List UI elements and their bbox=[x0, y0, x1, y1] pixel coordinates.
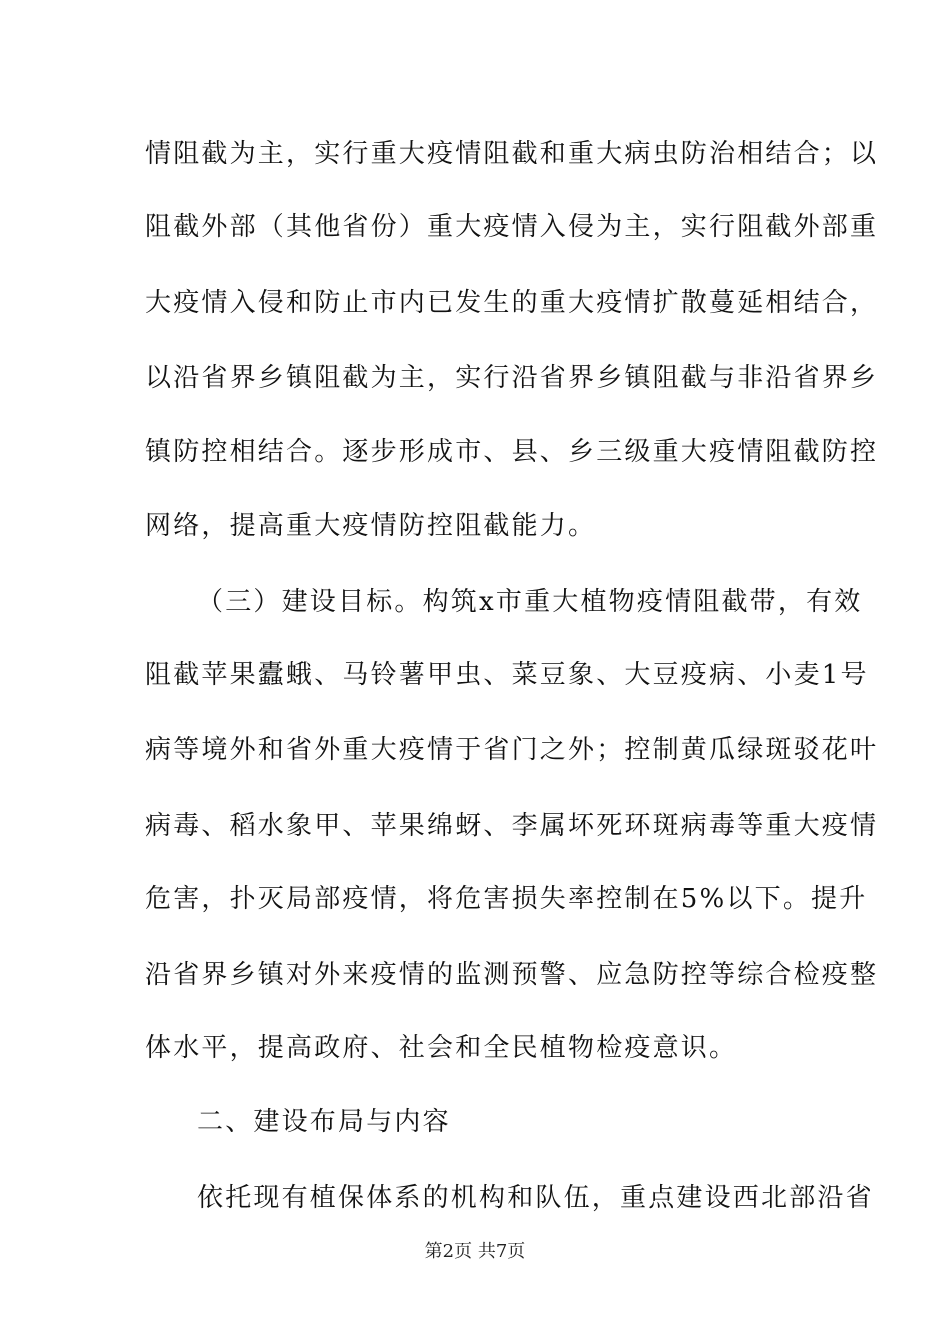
body-text-line: 情阻截为主，实行重大疫情阻截和重大病虫防治相结合；以 bbox=[145, 139, 879, 169]
paragraph-start: 依托现有植保体系的机构和队伍，重点建设西北部沿省 bbox=[197, 1183, 874, 1213]
section-paragraph-start: （三）建设目标。构筑x市重大植物疫情阻截带，有效 bbox=[197, 587, 863, 617]
section-heading: 二、建设布局与内容 bbox=[197, 1107, 451, 1137]
body-text-line: 阻截苹果蠹蛾、马铃薯甲虫、菜豆象、大豆疫病、小麦1号 bbox=[145, 660, 869, 690]
body-text-line: 沿省界乡镇对外来疫情的监测预警、应急防控等综合检疫整 bbox=[145, 960, 879, 990]
body-text-line: 病毒、稻水象甲、苹果绵蚜、李属坏死环斑病毒等重大疫情 bbox=[145, 811, 879, 841]
body-text-line: 阻截外部（其他省份）重大疫情入侵为主，实行阻截外部重 bbox=[145, 212, 879, 242]
body-text-line: 以沿省界乡镇阻截为主，实行沿省界乡镇阻截与非沿省界乡 bbox=[145, 363, 879, 393]
body-text-line: 大疫情入侵和防止市内已发生的重大疫情扩散蔓延相结合， bbox=[145, 288, 879, 318]
body-text-line: 病等境外和省外重大疫情于省门之外；控制黄瓜绿斑驳花叶 bbox=[145, 735, 879, 765]
page-footer: 第2页 共7页 bbox=[424, 1241, 526, 1262]
body-text-line: 危害，扑灭局部疫情，将危害损失率控制在5%以下。提升 bbox=[145, 884, 868, 914]
body-text-line: 体水平，提高政府、社会和全民植物检疫意识。 bbox=[145, 1033, 738, 1063]
body-text-line: 网络，提高重大疫情防控阻截能力。 bbox=[145, 511, 597, 541]
body-text-line: 镇防控相结合。逐步形成市、县、乡三级重大疫情阻截防控 bbox=[145, 437, 879, 467]
